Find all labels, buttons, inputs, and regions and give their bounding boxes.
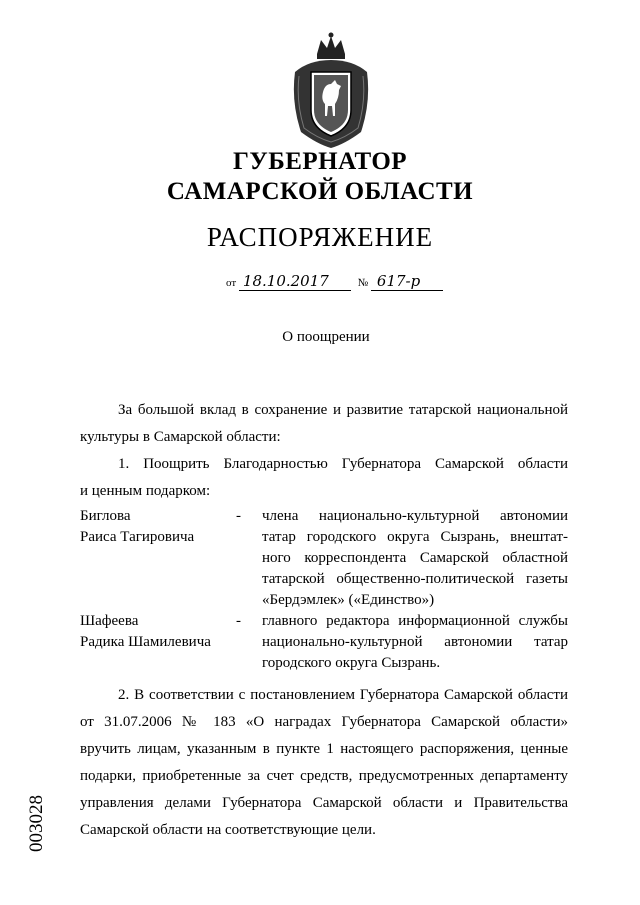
intro-line: За большой вклад в сохранение и развитие татарской национальной — [118, 402, 568, 418]
document-type: РАСПОРЯЖЕНИЕ — [206, 222, 434, 252]
awardee-name: Раиса Тагировича — [80, 529, 195, 545]
awardee-name: Радика Шамилевича — [80, 634, 211, 650]
item2-line: подарки, приобретенные за счет средств, предусмотренных департаменту — [80, 768, 568, 784]
awardee-surname: Биглова — [80, 508, 131, 524]
issuer-title-line1: ГУБЕРНАТОР — [232, 148, 408, 175]
item2-line: 2. В соответствии с постановлением Губернатора Самарской области — [118, 687, 568, 703]
item2-line: вручить лицам, указанным в пункте 1 настоящего распоряжения, ценные — [80, 741, 568, 757]
awardee-description-line: «Бердэмлек» («Единство») — [262, 592, 435, 608]
coat-of-arms-icon — [287, 32, 375, 152]
date-value: 18.10.2017 — [239, 272, 351, 291]
serial-number: 003028 — [26, 795, 47, 852]
awardee-description-line: члена национально-культурной автономии — [262, 508, 568, 524]
document-subject: О поощрении — [282, 329, 370, 345]
item2-line: Самарской области на соответствующие цели. — [80, 822, 376, 838]
awardee-surname: Шафеева — [80, 613, 139, 629]
awardee-description-line: национально-культурной автономии татар — [262, 634, 568, 650]
number-prefix: № — [357, 277, 369, 289]
awardee-description-line: ного корреспондента Самарской областной — [262, 550, 568, 566]
awardee-dash: - — [236, 508, 241, 524]
date-number-line — [226, 272, 443, 291]
item2-line: от 31.07.2006 № 183 «О наградах Губернатора Самарской области» — [80, 714, 568, 730]
item1-line: и ценным подарком: — [80, 483, 211, 499]
awardee-description-line: городского округа Сызрань. — [262, 655, 441, 671]
intro-line: культуры в Самарской области: — [80, 429, 281, 445]
awardee-description-line: татар городского округа Сызрань, внештат- — [262, 529, 568, 545]
item1-line: 1. Поощрить Благодарностью Губернатора Самарской области — [118, 456, 568, 472]
awardee-dash: - — [236, 613, 241, 629]
item2-line: управления делами Губернатора Самарской области и Правительства — [80, 795, 568, 811]
awardee-description-line: главного редактора информационной службы — [262, 613, 568, 629]
number-value: 617-р — [371, 272, 443, 291]
date-prefix: от — [226, 277, 237, 289]
awardee-description-line: татарской общественно-политической газеты — [262, 571, 568, 587]
issuer-title-line2: САМАРСКОЙ ОБЛАСТИ — [166, 178, 474, 205]
